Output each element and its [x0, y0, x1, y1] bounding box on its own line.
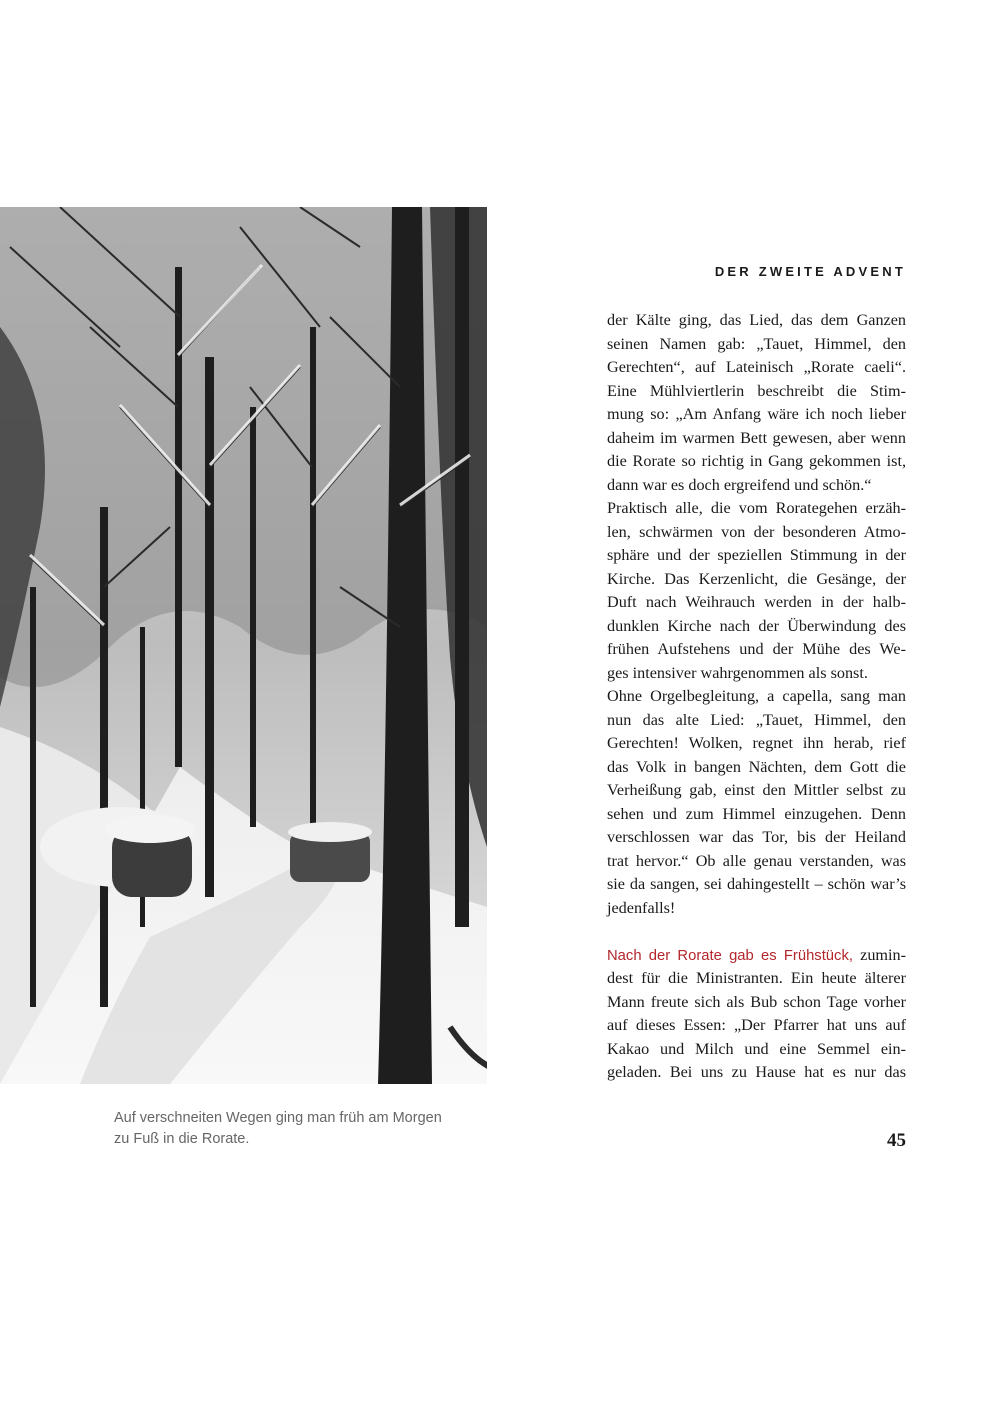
text-line: sie da sangen, sei dahingestellt – schön war’s — [607, 875, 906, 893]
text-line: dann war es doch ergreifend und schön.“ — [607, 475, 872, 494]
text-line: ges intensiver wahrgenommen als sonst. — [607, 663, 868, 682]
text-line: seinen Namen gab: „Tauet, Himmel, den — [607, 334, 906, 353]
text-line: die Rorate so richtig in Gang gekommen ist, — [607, 452, 906, 470]
snowy-forest-photo — [0, 207, 487, 1084]
text-line: Eine Mühlviertlerin beschreibt die Stim- — [607, 381, 906, 400]
text-line: frühen Aufstehens und der Mühe des We- — [607, 640, 906, 658]
text-line: dunklen Kirche nach der Überwindung des — [607, 616, 906, 635]
text-fragment: zumin- — [852, 945, 906, 964]
text-line: Gerechten! Wolken, regnet ihn herab, rief — [607, 734, 906, 752]
text-line: trat hervor.“ Ob alle genau verstanden, was — [607, 851, 906, 870]
body-text — [607, 309, 906, 1085]
text-line: auf dieses Essen: „Der Pfarrer hat uns auf — [607, 1016, 906, 1034]
paragraph-gap — [607, 920, 906, 944]
text-line: Kirche. Das Kerzenlicht, die Gesänge, der — [607, 569, 906, 588]
text-line: das Volk in bangen Nächten, dem Gott die — [607, 757, 906, 776]
text-line: der Kälte ging, das Lied, das dem Ganzen — [607, 311, 906, 329]
text-line: len, schwärmen von der besonderen Atmo- — [607, 522, 906, 541]
photo-caption — [114, 1108, 486, 1150]
text-line: dest für die Ministranten. Ein heute älterer — [607, 969, 906, 987]
text-line: Duft nach Weihrauch werden in der halb- — [607, 593, 906, 611]
text-line: verschlossen war das Tor, bis der Heiland — [607, 828, 906, 846]
text-line: sphäre und der speziellen Stimmung in der — [607, 546, 906, 564]
caption-line: zu Fuß in die Rorate. — [114, 1131, 250, 1147]
paragraph — [607, 685, 906, 920]
paragraph — [607, 944, 906, 1085]
text-line: Gerechten“, auf Lateinisch „Rorate caeli“. — [607, 358, 906, 376]
text-line: Verheißung gab, einst den Mittler selbst zu — [607, 781, 906, 799]
text-line: geladen. Bei uns zu Hause hat es nur das — [607, 1063, 906, 1081]
text-line: Kakao und Milch und eine Semmel ein- — [607, 1039, 906, 1058]
running-head: DER ZWEITE ADVENT — [714, 264, 906, 279]
text-line: jedenfalls! — [607, 898, 676, 917]
text-line: nun das alte Lied: „Tauet, Himmel, den — [607, 710, 906, 729]
paragraph — [607, 497, 906, 685]
text-line: Ohne Orgelbegleitung, a capella, sang man — [607, 687, 906, 705]
highlighted-lead-in: Nach der Rorate gab es Frühstück, — [607, 947, 853, 964]
text-line: Mann freute sich als Bub schon Tage vorher — [607, 992, 906, 1011]
caption-line: Auf verschneiten Wegen ging man früh am Morgen — [114, 1110, 442, 1126]
text-line — [607, 944, 906, 968]
text-line: daheim im warmen Bett gewesen, aber wenn — [607, 428, 906, 447]
text-line: Praktisch alle, die vom Rorategehen erzäh- — [607, 499, 906, 517]
page-number: 45 — [887, 1130, 906, 1151]
paragraph — [607, 309, 906, 497]
text-line: sehen und zum Himmel einzugehen. Denn — [607, 804, 906, 823]
text-line: mung so: „Am Anfang wäre ich noch lieber — [607, 405, 906, 423]
